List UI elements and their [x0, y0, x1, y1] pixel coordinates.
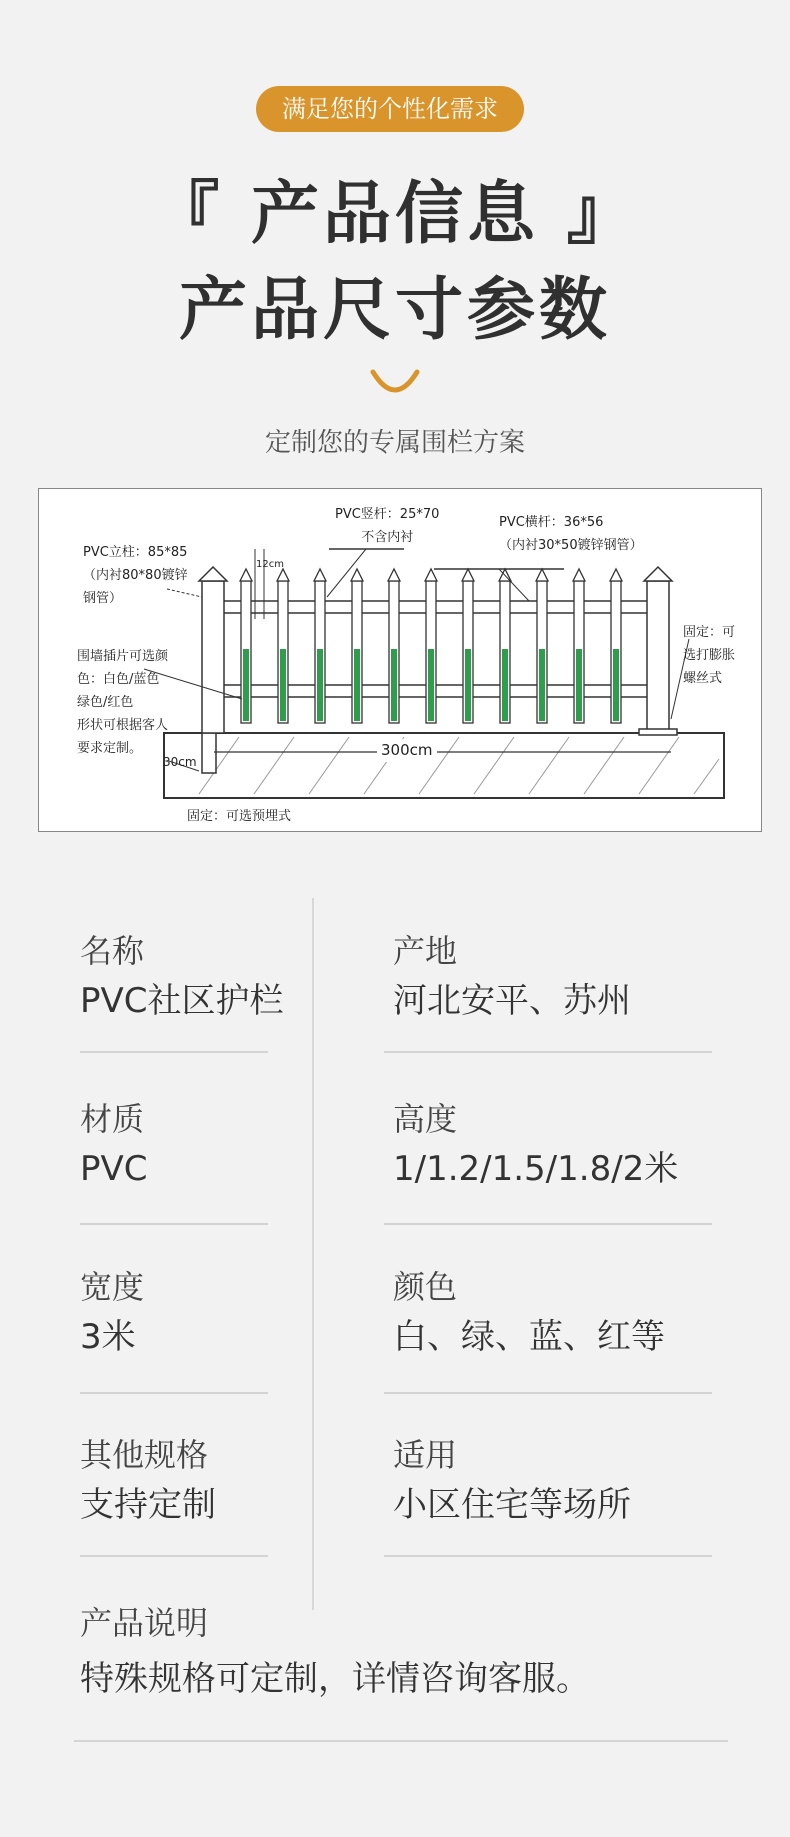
spec-value: 河北安平、苏州: [393, 981, 631, 1021]
spec-label: 其他规格: [80, 1436, 209, 1474]
row-divider: [80, 1555, 268, 1557]
tagline: 定制您的专属围栏方案: [264, 428, 525, 458]
spec-value: PVC: [80, 1149, 148, 1189]
section-subtitle-heading: 产品尺寸参数: [178, 271, 611, 350]
post-spec-label: PVC立柱：85*85 （内衬80*80镀锌 钢管）: [83, 545, 188, 606]
spec-value: 白、绿、蓝、红等: [393, 1317, 665, 1357]
smile-divider-icon: [369, 368, 421, 398]
description-label: 产品说明: [80, 1604, 209, 1642]
fix-right-label: 固定：可 选打膨胀 螺丝式: [683, 625, 736, 686]
panel-option-label: 围墙插片可选颜 色：白色/蓝色 绿色/红色 形状可根据客人 要求定制。: [77, 649, 169, 756]
spec-material: [80, 1098, 148, 1194]
spec-color: [393, 1266, 665, 1362]
row-divider: [80, 1223, 268, 1225]
spec-usage: [393, 1434, 631, 1530]
fix-bottom-label: 固定：可选预埋式: [187, 809, 292, 824]
column-divider: [312, 898, 314, 1610]
spec-label: 产地: [393, 932, 458, 970]
section-title: 『 产品信息 』: [151, 175, 639, 254]
spec-value: 小区住宅等场所: [393, 1485, 631, 1525]
spec-value: 支持定制: [80, 1485, 216, 1525]
spec-origin: [393, 930, 631, 1026]
spec-other: [80, 1434, 216, 1530]
product-description: [80, 1602, 590, 1704]
row-divider: [80, 1051, 268, 1053]
spec-label: 颜色: [393, 1268, 458, 1306]
fence-dimension-diagram: [38, 488, 762, 832]
spec-label: 适用: [393, 1436, 458, 1474]
row-divider: [384, 1555, 712, 1557]
spec-label: 高度: [393, 1100, 458, 1138]
row-divider: [384, 1392, 712, 1394]
gap-dimension-label: 12cm: [256, 559, 284, 570]
spec-value: 1/1.2/1.5/1.8/2米: [393, 1149, 679, 1189]
spec-height: [393, 1098, 678, 1194]
spec-label: 名称: [80, 932, 145, 970]
row-divider: [384, 1051, 712, 1053]
slogan-badge: 满足您的个性化需求: [256, 86, 524, 132]
bottom-divider: [74, 1740, 728, 1742]
description-value: 特殊规格可定制，详情咨询客服。: [80, 1659, 590, 1699]
spec-label: 材质: [80, 1100, 145, 1138]
vertical-bar-spec-label: PVC竖杆：25*70 不含内衬: [335, 507, 440, 545]
spec-label: 宽度: [80, 1268, 145, 1306]
spec-name: [80, 930, 284, 1026]
spec-value: PVC社区护栏: [80, 981, 284, 1021]
rail-spec-label: PVC横杆：36*56 （内衬30*50镀锌钢管）: [499, 515, 643, 553]
row-divider: [384, 1223, 712, 1225]
width-dimension-label: 300cm: [377, 739, 437, 762]
row-divider: [80, 1392, 268, 1394]
spec-width: [80, 1266, 144, 1362]
spec-value: 3米: [80, 1317, 136, 1357]
depth-dimension-label: 30cm: [163, 755, 197, 769]
